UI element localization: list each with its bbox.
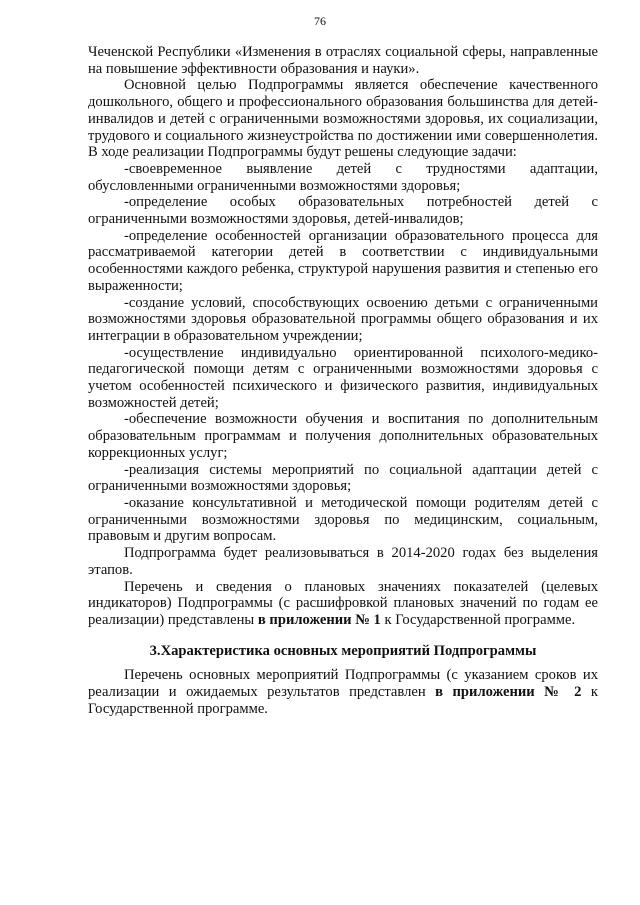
measures-text-end: к Государственной программе. bbox=[88, 684, 598, 717]
section-heading: 3.Характеристика основных мероприятий Подпрограммы bbox=[149, 642, 537, 659]
appendix-1-reference: в приложении № 1 bbox=[257, 611, 381, 628]
task-item: -своевременное выявление детей с трудностями адаптации, обусловленными ограниченными возможностями здоровья; bbox=[88, 160, 598, 194]
task-item: -определение особых образовательных потребностей детей с ограниченными возможностями здоровья, детей-инвалидов; bbox=[88, 194, 598, 228]
task-item: -обеспечение возможности обучения и воспитания по дополнительным образовательным программам и получения дополнительных образовательных коррекционных услуг; bbox=[88, 411, 598, 461]
indicators-text-end: к Государственной программе. bbox=[380, 611, 576, 628]
task-item: -создание условий, способствующих освоению детьми с ограниченными возможностями здоровья образовательной программы общего образования и их интеграции в образовательном учреждении; bbox=[88, 294, 598, 344]
paragraph-period: Подпрограмма будет реализовываться в 2014-2020 годах без выделения этапов. bbox=[88, 545, 598, 578]
paragraph-intro-continuation: Чеченской Республики «Изменения в отраслях социальной сферы, направленные на повышение эффективности образования и науки». bbox=[88, 44, 598, 77]
task-item: -осуществление индивидуально ориентированной психолого-медико-педагогической помощи детям с ограниченными возможностями здоровья с учетом особенностей психического и физического развития, индивидуальных возможностей детей; bbox=[88, 344, 598, 411]
task-item: -определение особенностей организации образовательного процесса для рассматриваемой категории детей в соответствии с индивидуальными особенностями каждого ребенка, структурой нарушения развития и степенью его выраженности; bbox=[88, 227, 598, 294]
page-number: 76 bbox=[314, 14, 326, 28]
paragraph-goal: Основной целью Подпрограммы является обеспечение качественного дошкольного, общего и профессионального образования большинства для детей-инвалидов и детей с ограниченными возможностями здоровья, их социализации, трудового и социального жизнеустройства по достижении ими совершеннолетия. В ходе реализации Подпрограммы будут решены следующие задачи: bbox=[88, 77, 598, 161]
indicators-text: Перечень и сведения о плановых значениях показателей (целевых индикаторов) Подпрограммы (с расшифровкой плановых значений по годам ее реализации) представлены bbox=[88, 578, 598, 628]
measures-text: Перечень основных мероприятий Подпрограммы (с указанием сроков их реализации и ожидаемых результатов представлен bbox=[88, 667, 598, 701]
paragraph-measures bbox=[88, 667, 598, 717]
document-body bbox=[88, 44, 598, 717]
task-item: -оказание консультативной и методической помощи родителям детей с ограниченными возможностями здоровья по медицинским, социальным, правовым и другим вопросам. bbox=[88, 494, 598, 545]
appendix-2-reference: в приложении № 2 bbox=[435, 684, 582, 701]
paragraph-indicators bbox=[88, 579, 598, 629]
task-item: -реализация системы мероприятий по социальной адаптации детей с ограниченными возможностями здоровья; bbox=[88, 461, 598, 495]
